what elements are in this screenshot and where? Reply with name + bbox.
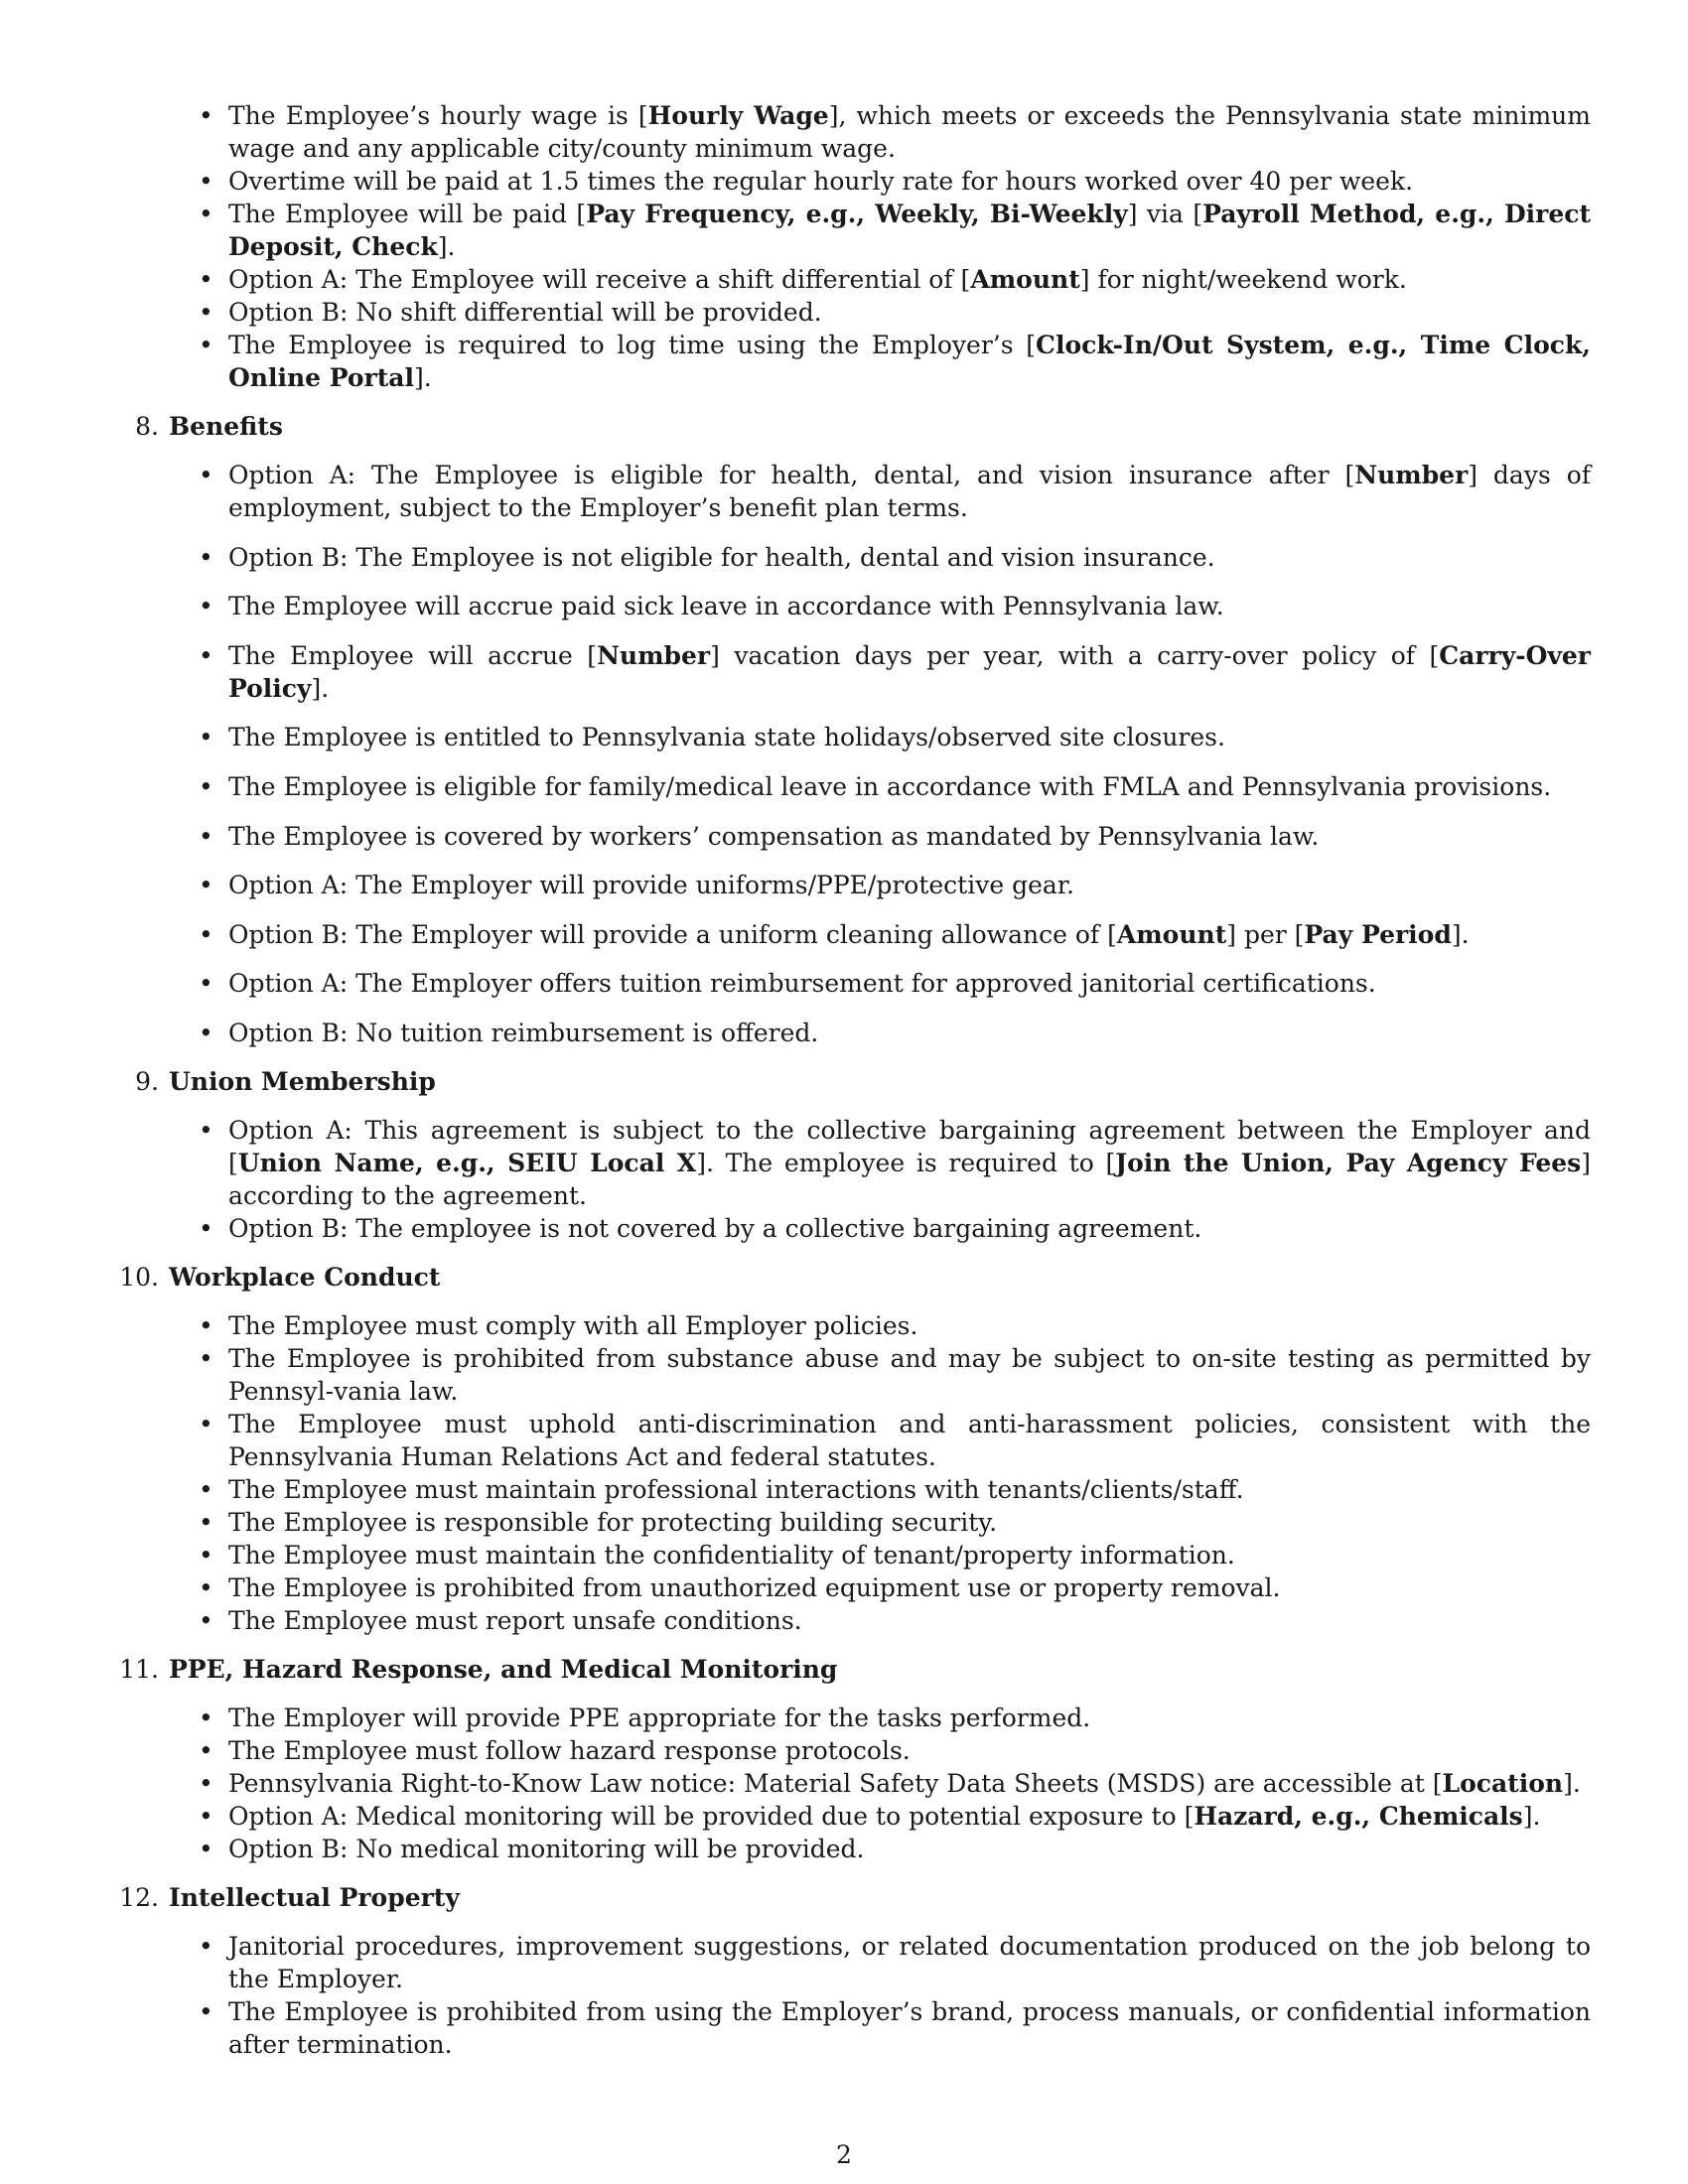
item-text: The Employee is covered by workers’ compensation as mandated by Pennsylvania law. (228, 821, 1320, 851)
list-item (169, 1114, 1591, 1212)
item-text: The Employee must comply with all Employer policies. (228, 1310, 918, 1340)
section-title: Workplace Conduct (169, 1262, 441, 1292)
item-text: Option B: The Employer will provide a uniform cleaning allowance of [ (228, 919, 1117, 949)
item-text: The Employer will provide PPE appropriate for the tasks performed. (228, 1703, 1091, 1732)
list-item (169, 1833, 1591, 1865)
item-text: ]. (437, 232, 456, 261)
list-item (169, 1408, 1591, 1473)
list-item (169, 820, 1591, 853)
list-item (169, 1506, 1591, 1539)
section-title: Union Membership (169, 1066, 436, 1096)
item-text: The Employee is required to log time using the Employer’s [ (228, 331, 1037, 359)
list-item (169, 1930, 1591, 1995)
list-item (169, 165, 1591, 198)
item-text: ] via [ (1127, 200, 1203, 228)
list-item (169, 590, 1591, 622)
section-title: Benefits (169, 412, 283, 441)
item-text: The Employee must uphold anti-discrimination and anti-harassment policies, consistent with the Pennsylvania Human Relations Act and federal statutes. (228, 1409, 1591, 1471)
section-bullet-list (169, 1309, 1591, 1637)
list-item (169, 459, 1591, 524)
item-text: ] vacation days per year, with a carry-over policy of [ (710, 640, 1440, 670)
item-text: ] per [ (1226, 919, 1305, 949)
section-bullet-list (169, 1114, 1591, 1245)
list-item (169, 1702, 1591, 1734)
item-text: ] days of employment, subject to the Employer’s benefit plan terms. (228, 461, 1592, 522)
numbered-sections (119, 410, 1592, 2061)
item-text: The Employee must maintain professional interactions with tenants/clients/staff. (228, 1474, 1244, 1504)
list-item (169, 721, 1591, 753)
list-item (169, 263, 1591, 296)
placeholder-field: Carry-Over Policy (228, 640, 1591, 703)
item-text: Option A: The Employer will provide uniforms/PPE/protective gear. (228, 871, 1074, 900)
placeholder-field: Hourly Wage (647, 101, 829, 130)
list-item (169, 639, 1591, 705)
placeholder-field: Number (597, 640, 711, 670)
section-heading (135, 1065, 1591, 1098)
item-text: ]. (1563, 1768, 1581, 1798)
list-item (169, 1212, 1591, 1245)
item-text: Option B: No medical monitoring will be provided. (228, 1834, 865, 1863)
section (135, 1065, 1591, 1245)
placeholder-field: Hazard, e.g., Chemicals (1194, 1801, 1523, 1831)
list-item (169, 1995, 1591, 2061)
placeholder-field: Join the Union, Pay Agency Fees (1115, 1148, 1582, 1177)
item-text: The Employee will accrue [ (228, 640, 598, 670)
item-text: ], which meets or exceeds the Pennsylvania state minimum wage and any applicable city/county minimum wage. (228, 101, 1591, 163)
list-item (169, 541, 1591, 574)
item-text: Option A: Medical monitoring will be provided due to potential exposure to [ (228, 1801, 1195, 1831)
item-text: ]. (1522, 1801, 1541, 1831)
item-text: The Employee is eligible for family/medical leave in accordance with FMLA and Pennsylvania provisions. (228, 771, 1552, 801)
placeholder-field: Location (1442, 1768, 1564, 1798)
list-item (169, 1017, 1591, 1049)
item-text: Option A: The Employee will receive a shift differential of [ (228, 265, 971, 294)
placeholder-field: Number (1354, 461, 1469, 489)
list-item (169, 1539, 1591, 1571)
list-item (169, 1604, 1591, 1637)
section-heading (119, 1653, 1591, 1686)
list-item (169, 99, 1591, 165)
list-item (169, 1571, 1591, 1604)
item-text: ]. The employee is required to [ (696, 1148, 1116, 1177)
item-text: Option B: No shift differential will be provided. (228, 298, 822, 327)
item-text: ]. (311, 673, 330, 703)
section-heading (119, 1261, 1591, 1294)
item-text: Option B: The Employee is not eligible for health, dental and vision insurance. (228, 542, 1215, 572)
section (135, 410, 1592, 1049)
section-heading (135, 410, 1591, 443)
item-text: The Employee’s hourly wage is [ (228, 101, 648, 130)
item-text: The Employee is prohibited from unauthorized equipment use or property removal. (228, 1572, 1281, 1602)
item-text: Option B: No tuition reimbursement is offered. (228, 1018, 819, 1047)
item-text: Option A: The Employee is eligible for health, dental, and vision insurance after [ (228, 461, 1355, 489)
section-bullet-list (169, 459, 1591, 1049)
page-number: 2 (836, 2140, 852, 2169)
item-text: The Employee is prohibited from substance abuse and may be subject to on-site testing as permitted by Pennsyl-vania law. (228, 1343, 1591, 1406)
list-item (169, 869, 1591, 901)
item-text: Option A: This agreement is subject to the collective bargaining agreement between the Employer and [ (228, 1115, 1591, 1177)
list-item (169, 198, 1591, 263)
list-item (169, 967, 1591, 1000)
section (119, 1881, 1591, 2061)
placeholder-field: Amount (1116, 919, 1227, 949)
item-text: Overtime will be paid at 1.5 times the regular hourly rate for hours worked over 40 per week. (228, 167, 1414, 196)
list-item (169, 296, 1591, 329)
section-bullet-list (169, 1930, 1591, 2061)
item-text: Pennsylvania Right-to-Know Law notice: Material Safety Data Sheets (MSDS) are accessible at [ (228, 1768, 1443, 1798)
list-item (169, 770, 1591, 803)
item-text: The Employee will be paid [ (228, 200, 587, 228)
wage-bullet-list (169, 99, 1591, 394)
item-text: ] for night/weekend work. (1079, 265, 1407, 294)
item-text: Option B: The employee is not covered by a collective bargaining agreement. (228, 1213, 1202, 1243)
section (119, 1261, 1591, 1637)
placeholder-field: Clock-In/Out System, e.g., Time Clock, Online Portal (228, 331, 1591, 392)
item-text: The Employee must follow hazard response protocols. (228, 1735, 911, 1765)
item-text: Janitorial procedures, improvement suggestions, or related documentation produced on the job belong to the Employer. (228, 1931, 1591, 1993)
item-text: The Employee must report unsafe conditions. (228, 1605, 802, 1635)
placeholder-field: Amount (970, 265, 1080, 294)
list-item (169, 918, 1591, 951)
item-text: The Employee must maintain the confidentiality of tenant/property information. (228, 1540, 1235, 1570)
document-content (119, 99, 1592, 2061)
list-item (169, 329, 1591, 394)
section-heading (119, 1881, 1591, 1914)
list-item (169, 1734, 1591, 1767)
list-item (169, 1309, 1591, 1342)
list-item (169, 1342, 1591, 1408)
section-title: Intellectual Property (169, 1882, 460, 1912)
section-number: 12. (119, 1882, 159, 1912)
item-text: ] according to the agreement. (228, 1148, 1591, 1210)
item-text: The Employee will accrue paid sick leave in accordance with Pennsylvania law. (228, 592, 1224, 621)
placeholder-field: Pay Frequency, e.g., Weekly, Bi-Weekly (586, 200, 1128, 228)
item-text: The Employee is prohibited from using the Employer’s brand, process manuals, or confidential information after termination. (228, 1996, 1591, 2059)
section-number: 9. (135, 1066, 159, 1096)
list-item (169, 1767, 1591, 1800)
section-number: 8. (135, 412, 159, 441)
item-text: The Employee is responsible for protecting building security. (228, 1507, 998, 1537)
section-number: 10. (119, 1262, 159, 1292)
placeholder-field: Payroll Method, e.g., Direct Deposit, Check (228, 200, 1591, 261)
list-item (169, 1800, 1591, 1833)
item-text: ]. (413, 363, 432, 392)
item-text: The Employee is entitled to Pennsylvania state holidays/observed site closures. (228, 723, 1225, 752)
section (119, 1653, 1591, 1865)
placeholder-field: Pay Period (1304, 919, 1452, 949)
item-text: ]. (1451, 919, 1470, 949)
section-number: 11. (119, 1654, 159, 1684)
list-item (169, 1473, 1591, 1506)
item-text: Option A: The Employer offers tuition reimbursement for approved janitorial certifications. (228, 969, 1376, 999)
section-title: PPE, Hazard Response, and Medical Monitoring (169, 1654, 838, 1684)
section-bullet-list (169, 1702, 1591, 1865)
placeholder-field: Union Name, e.g., SEIU Local X (237, 1148, 697, 1177)
